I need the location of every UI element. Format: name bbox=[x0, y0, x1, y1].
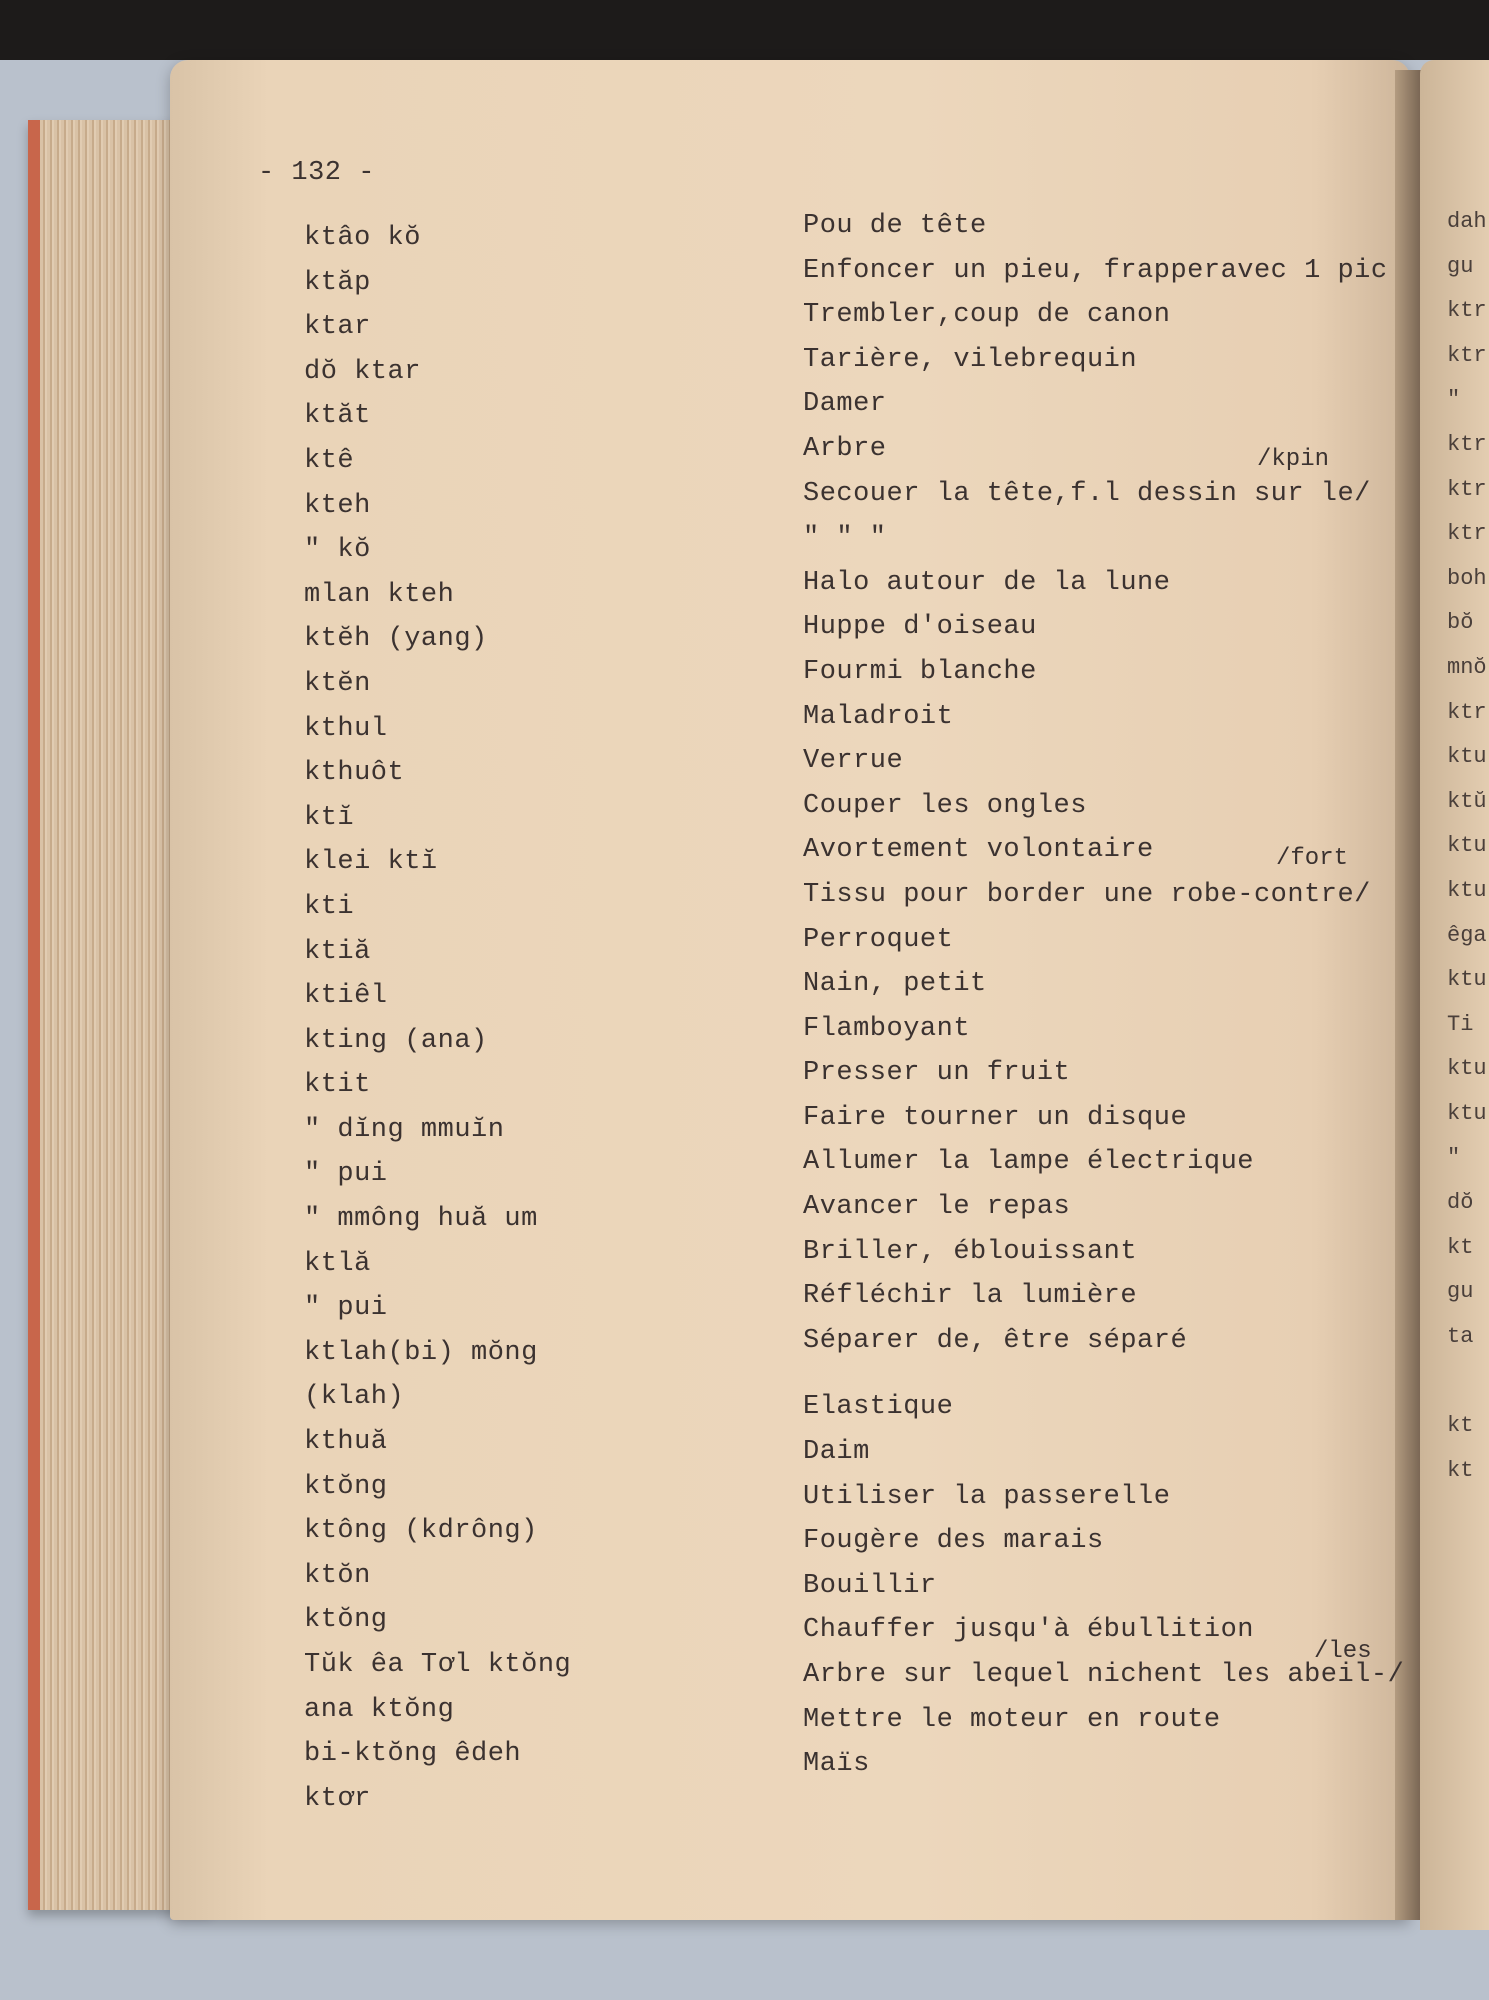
next-page-fragment: dŏ bbox=[1447, 1190, 1474, 1216]
next-page-fragment: ktu bbox=[1447, 833, 1487, 859]
definition-column bbox=[803, 204, 1404, 1787]
dictionary-definition bbox=[803, 1363, 1404, 1385]
next-page-fragment: ktr bbox=[1447, 476, 1487, 502]
dictionary-term: ktơr bbox=[304, 1783, 371, 1814]
next-page-fragment: gu bbox=[1447, 1279, 1474, 1305]
dictionary-definition: Réfléchir la lumière bbox=[803, 1281, 1138, 1312]
dictionary-term: kthul bbox=[304, 713, 388, 744]
dictionary-term: (klah) bbox=[304, 1382, 405, 1413]
dictionary-term: ktâo kŏ bbox=[304, 223, 421, 253]
dictionary-definition: Elastique bbox=[803, 1392, 954, 1423]
dictionary-term: kthuă bbox=[304, 1427, 388, 1458]
dictionary-term: Tŭk êa Tơl ktŏng bbox=[304, 1650, 572, 1680]
dictionary-definition: Fourmi blanche bbox=[803, 656, 1037, 687]
margin-note-fort: /fort bbox=[1276, 845, 1349, 872]
next-page-fragment: " bbox=[1447, 1145, 1461, 1171]
dictionary-term: mlan kteh bbox=[304, 579, 455, 610]
dictionary-term: ktăp bbox=[304, 267, 371, 298]
dictionary-definition: " " " bbox=[803, 523, 887, 554]
dictionary-definition: Halo autour de la lune bbox=[803, 567, 1171, 598]
dictionary-term: ktĕn bbox=[304, 668, 371, 699]
dictionary-definition: Tissu pour border une robe-contre/ bbox=[803, 879, 1371, 910]
dictionary-term: ktit bbox=[304, 1070, 371, 1101]
dictionary-definition: Couper les ongles bbox=[803, 790, 1087, 821]
next-page-fragment: ktr bbox=[1447, 431, 1487, 457]
next-page-fragment: ktr bbox=[1447, 342, 1487, 368]
dictionary-term: kthuôt bbox=[304, 758, 405, 789]
dictionary-term: ktê bbox=[304, 445, 355, 476]
dictionary-term: ktŏn bbox=[304, 1560, 371, 1591]
dictionary-term: ktiêl bbox=[304, 981, 388, 1012]
dictionary-term: ktĭ bbox=[304, 802, 355, 833]
next-page-fragment: boh bbox=[1447, 565, 1487, 591]
dictionary-definition: Secouer la tête,f.l dessin sur le/ bbox=[803, 478, 1371, 509]
dictionary-definition: Mettre le moteur en route bbox=[803, 1704, 1221, 1735]
dictionary-term: ktŏng bbox=[304, 1471, 388, 1502]
next-page-fragment: ktr bbox=[1447, 521, 1487, 547]
next-page-fragment: dah bbox=[1447, 209, 1487, 234]
background-dark-top bbox=[0, 0, 1489, 60]
next-page-fragment: ktu bbox=[1447, 967, 1487, 993]
dictionary-definition: Nain, petit bbox=[803, 969, 987, 1000]
dictionary-term: bi-ktŏng êdeh bbox=[304, 1739, 522, 1770]
dictionary-definition: Trembler,coup de canon bbox=[803, 300, 1171, 331]
dictionary-term: kteh bbox=[304, 490, 371, 521]
next-page-fragments bbox=[1447, 200, 1487, 1493]
margin-note-les: /les bbox=[1314, 1638, 1372, 1665]
dictionary-term: klei ktĭ bbox=[304, 847, 438, 878]
dictionary-definition: Briller, éblouissant bbox=[803, 1236, 1138, 1267]
dictionary-definition: Maïs bbox=[803, 1749, 870, 1780]
dictionary-term: ktông (kdrông) bbox=[304, 1516, 538, 1547]
dictionary-definition: Enfoncer un pieu, frapperavec 1 pic bbox=[803, 255, 1388, 286]
dictionary-term: ktŏng bbox=[304, 1605, 388, 1636]
dictionary-definition: Avortement volontaire bbox=[803, 835, 1154, 866]
next-page-fragment bbox=[1447, 1359, 1487, 1404]
dictionary-term: ktlah(bi) mŏng bbox=[304, 1337, 538, 1368]
next-page-fragment: êga bbox=[1447, 922, 1487, 948]
next-page-fragment: Ti bbox=[1447, 1011, 1474, 1037]
dictionary-term: dŏ ktar bbox=[304, 356, 421, 387]
dictionary-definition: Allumer la lampe électrique bbox=[803, 1147, 1254, 1178]
dictionary-term: kting (ana) bbox=[304, 1025, 488, 1056]
dictionary-term: " dĭng mmuĭn bbox=[304, 1114, 505, 1145]
dictionary-term: ktăt bbox=[304, 401, 371, 432]
next-page-fragment: ktr bbox=[1447, 298, 1487, 324]
dictionary-definition: Chauffer jusqu'à ébullition bbox=[803, 1615, 1254, 1646]
next-page-fragment: " bbox=[1447, 387, 1461, 413]
next-page-fragment: mnŏ bbox=[1447, 654, 1487, 680]
dictionary-definition: Perroquet bbox=[803, 924, 954, 955]
dictionary-term: " pui bbox=[304, 1293, 388, 1324]
dictionary-term: ktĕh (yang) bbox=[304, 624, 488, 655]
next-page-fragment: kt bbox=[1447, 1457, 1474, 1483]
dictionary-term: " mmông huă um bbox=[304, 1204, 538, 1235]
next-page-fragment: bŏ bbox=[1447, 610, 1474, 636]
dictionary-definition: Presser un fruit bbox=[803, 1058, 1071, 1089]
dictionary-definition: Daim bbox=[803, 1437, 870, 1468]
page-number: - 132 - bbox=[258, 158, 375, 188]
dictionary-definition: Tarière, vilebrequin bbox=[803, 344, 1138, 375]
dictionary-definition: Séparer de, être séparé bbox=[803, 1325, 1188, 1356]
dictionary-definition: Faire tourner un disque bbox=[803, 1102, 1188, 1133]
next-page-fragment: ktŭ bbox=[1447, 788, 1487, 814]
dictionary-definition: Utiliser la passerelle bbox=[803, 1481, 1171, 1512]
dictionary-definition: Fougère des marais bbox=[803, 1526, 1104, 1557]
next-page-fragment: ktu bbox=[1447, 1100, 1487, 1126]
dictionary-definition: Bouillir bbox=[803, 1570, 937, 1601]
dictionary-definition: Maladroit bbox=[803, 701, 954, 732]
dictionary-definition: Verrue bbox=[803, 746, 904, 777]
next-page-fragment: ta bbox=[1447, 1323, 1474, 1349]
dictionary-term: kti bbox=[304, 891, 355, 922]
dictionary-term: ana ktŏng bbox=[304, 1694, 455, 1725]
dictionary-definition: Damer bbox=[803, 389, 887, 420]
next-page-fragment: ktu bbox=[1447, 744, 1487, 770]
dictionary-definition: Pou de tête bbox=[803, 211, 987, 241]
dictionary-term: ktar bbox=[304, 312, 371, 343]
dictionary-definition: Flamboyant bbox=[803, 1013, 971, 1044]
margin-note-kpin: /kpin bbox=[1257, 446, 1330, 473]
dictionary-term: " pui bbox=[304, 1159, 388, 1190]
term-column bbox=[304, 216, 571, 1821]
dictionary-definition: Avancer le repas bbox=[803, 1192, 1071, 1223]
dictionary-term: ktlă bbox=[304, 1248, 371, 1279]
dictionary-term: " kŏ bbox=[304, 535, 371, 566]
dictionary-definition: Huppe d'oiseau bbox=[803, 612, 1037, 643]
next-page-fragment: kt bbox=[1447, 1234, 1474, 1260]
next-page-fragment: gu bbox=[1447, 253, 1474, 279]
dictionary-definition: Arbre sur lequel nichent les abeil-/ bbox=[803, 1660, 1405, 1690]
next-page-fragment: ktu bbox=[1447, 1056, 1487, 1082]
next-page-fragment: ktr bbox=[1447, 699, 1487, 725]
next-page-fragment: kt bbox=[1447, 1413, 1474, 1439]
dictionary-term: ktiă bbox=[304, 936, 371, 967]
next-page-fragment: ktu bbox=[1447, 877, 1487, 903]
dictionary-definition: Arbre bbox=[803, 433, 887, 464]
